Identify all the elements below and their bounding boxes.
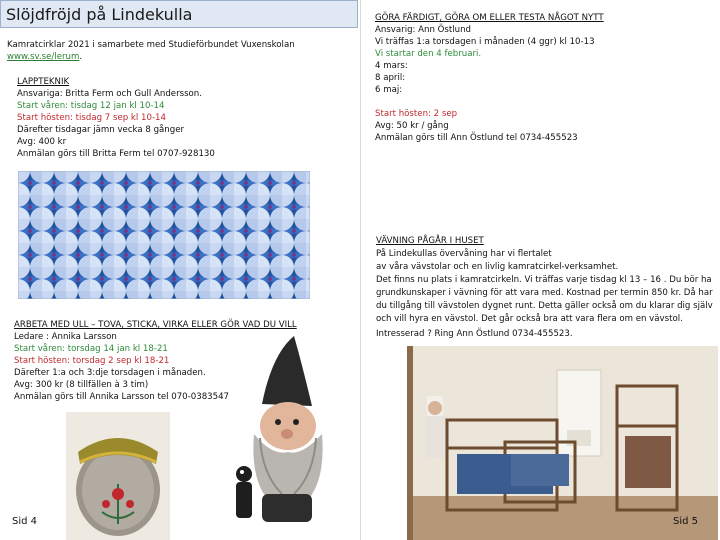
page-number-right: Sid 5 [673,516,699,527]
quilt-photo [18,171,310,299]
gnome-photo [232,334,342,526]
ull-line: Anmälan görs till Annika Larsson tel 070-0383547 [14,392,230,402]
felt-bag-photo [66,412,170,540]
vavning-contact: Intresserad ? Ring Ann Östlund 0734-455523. [376,329,573,339]
gora-line: Anmälan görs till Ann Östlund tel 0734-455523 [375,133,578,143]
lappteknik-line: Start våren: tisdag 12 jan kl 10-14 [17,101,165,111]
gora-line: Vi startar den 4 februari. [375,49,482,59]
page-title: Slöjdfröjd på Lindekulla [6,5,193,24]
gora-line: 4 mars: [375,61,408,71]
intro-link-suffix: . [79,52,83,62]
ull-line: Start hösten: torsdag 2 sep kl 18-21 [14,356,170,366]
lappteknik-section [17,76,215,160]
lappteknik-line: Anmälan görs till Britta Ferm tel 0707-928130 [17,149,215,159]
sv-link[interactable]: www.sv.se/lerum [7,52,80,62]
lappteknik-heading: LAPPTEKNIK [17,77,70,87]
vavning-line: och vill hyra en vävstol. Det går också bra att vara flera om en vävstol. [376,314,683,324]
vavning-line: grundkunskaper i vävning för att vara med. Kostnad per termin 850 kr. Då har [376,288,713,298]
weaving-room-photo [407,346,718,540]
ull-line: Start våren: torsdag 14 jan kl 18-21 [14,344,168,354]
vavning-heading: VÄVNING PÅGÅR I HUSET [376,236,484,246]
ull-line: Ledare : Annika Larsson [14,332,117,342]
lappteknik-line: Därefter tisdagar jämn vecka 8 gånger [17,125,185,135]
gora-line: 8 april: [375,73,406,83]
gora-line: Ansvarig: Ann Östlund [375,25,472,35]
vavning-section [376,235,713,341]
ull-line: Avg: 300 kr (8 tillfällen à 3 tim) [14,380,149,390]
gora-line: Start hösten: 2 sep [375,109,458,119]
gora-heading: GÖRA FÄRDIGT, GÖRA OM ELLER TESTA NÅGOT NYTT [375,13,604,23]
page-title-bar [0,0,358,28]
gora-section [375,12,604,144]
ull-line: Därefter 1:a och 3:dje torsdagen i månaden. [14,368,206,378]
gora-line: Vi träffas 1:a torsdagen i månaden (4 ggr) kl 10-13 [375,37,595,47]
intro-text [7,39,295,63]
ull-heading: ARBETA MED ULL – TOVA, STICKA, VIRKA ELLER GÖR VAD DU VILL [14,320,297,330]
vavning-line: På Lindekullas övervåning har vi flertalet [376,249,552,259]
vavning-line: du tillgång till vävstolen dygnet runt. Detta gäller också om du klarar dig själv [376,301,713,311]
right-page [361,0,720,540]
lappteknik-line: Ansvariga: Britta Ferm och Gull Andersson. [17,89,202,99]
vavning-line: Det finns nu plats i kamratcirkeln. Vi träffas varje tisdag kl 13 – 16 . Du bör ha [376,275,712,285]
vavning-line: av våra vävstolar och en livlig kamratcirkel-verksamhet. [376,262,619,272]
page-number-left: Sid 4 [12,516,38,527]
gora-line: Avg: 50 kr / gång [375,121,449,131]
gora-line: 6 maj: [375,85,403,95]
intro-line: Kamratcirklar 2021 i samarbete med Studieförbundet Vuxenskolan [7,40,295,50]
lappteknik-line: Start hösten: tisdag 7 sep kl 10-14 [17,113,166,123]
lappteknik-line: Avg: 400 kr [17,137,67,147]
